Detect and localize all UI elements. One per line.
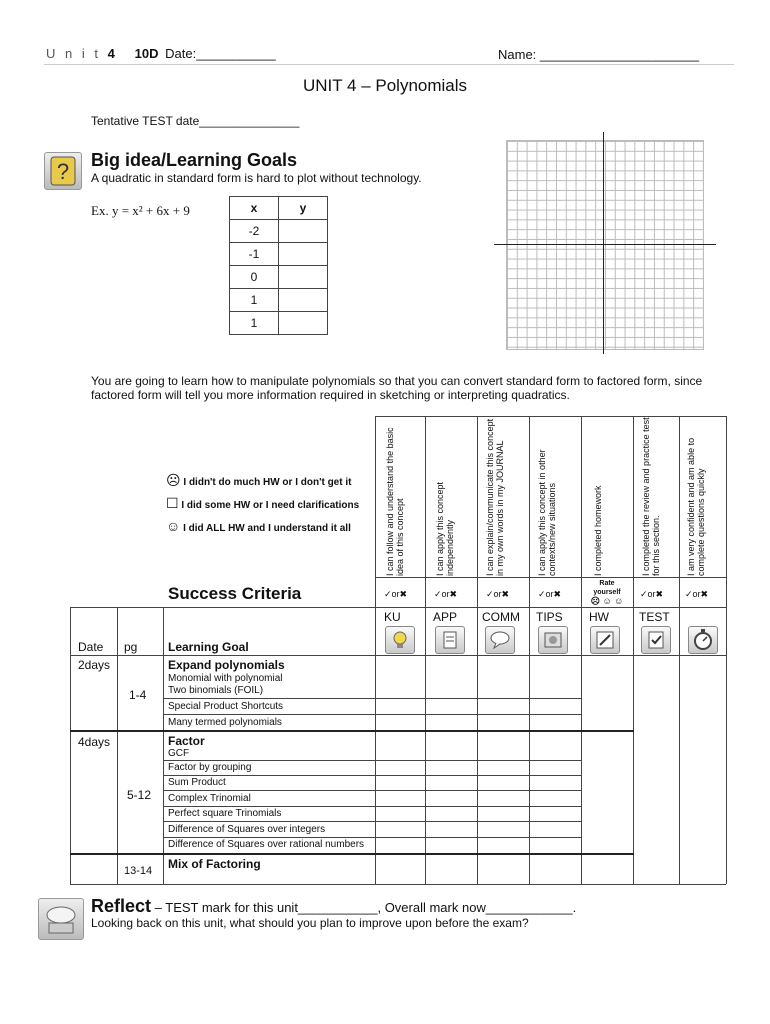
x-axis [494,244,716,245]
neutral-face-icon: ☐ [166,495,179,511]
check-label: ✓or✖ [538,589,562,599]
section-date: 4days [78,735,111,749]
y-cell[interactable] [279,243,328,266]
grid-line [529,416,530,884]
check-label: ✓or✖ [486,589,510,599]
list-item: Sum Product [168,777,226,788]
section-title: Mix of Factoring [168,857,261,871]
check-label: ✓or✖ [640,589,664,599]
unit-prefix: U n i t [46,46,101,61]
legend-text: I did some HW or I need clarifications [181,500,360,511]
big-idea-heading: Big idea/Learning Goals [91,150,298,170]
intro-paragraph: You are going to learn how to manipulate polynomials so that you can convert standard form to factored form, since factored form will tell you more information required in sketching or interpreting quadratics. [91,374,703,402]
reflect-marks[interactable]: – TEST mark for this unit___________, Overall mark now____________. [151,900,577,915]
grid-line [581,416,582,884]
reflect-icon [38,898,84,940]
stopwatch-icon [688,626,718,654]
grid-line [163,607,164,884]
reflect-line [91,896,576,917]
grid-line [117,607,118,884]
grid-line [163,821,581,822]
tips-icon [538,626,568,654]
test-icon [641,626,671,654]
check-label: ✓or✖ [384,589,408,599]
legend-text: I did ALL HW and I understand it all [183,523,351,534]
col-comm: COMM [482,610,520,624]
speech-bubble-icon [485,626,515,654]
lightbulb-icon [385,626,415,654]
header-rule [44,64,734,65]
grid-line [375,416,376,884]
grid-line [163,714,581,715]
rate-yourself [583,579,631,606]
section-pages: 1-4 [129,688,147,702]
list-item: Factor by grouping [168,762,252,773]
big-idea-text: A quadratic in standard form is hard to plot without technology. [91,171,422,185]
grid-line [163,806,581,807]
class-code: 10D [134,46,159,61]
col-tips: TIPS [536,610,563,624]
col-ku: KU [384,610,401,624]
unit-number: 4 [107,46,115,61]
grid-line [375,577,726,578]
list-item: Complex Trinomial [168,793,251,804]
list-item: Difference of Squares over integers [168,824,326,835]
legend [166,470,359,539]
goal-header: Learning Goal [168,640,249,654]
unit-header [46,46,276,61]
grid-line [477,416,478,884]
y-cell[interactable] [279,220,328,243]
list-item: Perfect square Trinomials [168,808,282,819]
y-cell[interactable] [279,266,328,289]
y-axis [603,132,604,354]
list-item: Two binomials (FOIL) [168,685,264,696]
legend-text: I didn't do much HW or I don't get it [183,477,352,488]
grid-line [375,416,726,417]
page-title: UNIT 4 – Polynomials [302,76,468,95]
clipboard-icon [435,626,465,654]
grid-line [163,760,581,761]
rate-faces: ☹ ☺ ☺ [590,596,624,606]
grid-line [163,775,581,776]
list-item: Many termed polynomials [168,717,282,728]
rate-label: Rate yourself [593,580,621,596]
happy-face-icon: ☺ [166,518,181,534]
section-date: 2days [78,658,111,672]
section-title: Factor [168,734,205,748]
col-hw: HW [589,610,609,624]
reflect-question: Looking back on this unit, what should you plan to improve upon before the exam? [91,916,529,930]
reflect-heading: Reflect [91,896,152,916]
criterion-test: I completed the review and practice test for this section. [641,417,661,576]
x-cell: -2 [230,220,279,243]
y-cell[interactable] [279,312,328,335]
criterion-tips: I can apply this concept in other contexts/new situations [537,449,557,576]
section-pages: 13-14 [124,865,153,877]
grid-line [679,416,680,884]
x-cell: -1 [230,243,279,266]
list-item: Difference of Squares over rational numbers [168,839,365,850]
section-title: Expand polynomials [168,658,285,672]
grid-line [70,655,726,656]
xy-table [229,196,328,335]
question-mark-icon [44,152,82,190]
section-pages: 5-12 [127,788,152,802]
grid-line [163,790,581,791]
criterion-comm: I can explain/communicate this concept in my own words in my JOURNAL [485,418,505,576]
y-cell[interactable] [279,289,328,312]
list-item: Special Product Shortcuts [168,701,284,712]
criterion-ku: I can follow and understand the basic idea of this concept [385,427,405,576]
criterion-hw: I completed homework [593,485,603,576]
sad-face-icon: ☹ [166,472,181,488]
grid-line [163,698,581,699]
x-cell: 1 [230,289,279,312]
date-header: Date [78,640,104,654]
criterion-confidence: I am very confident and am able to complete questions quickly [686,437,706,576]
x-header: x [230,197,279,220]
y-header: y [279,197,328,220]
graph-grid [506,140,704,350]
pg-header: pg [124,640,138,654]
section-divider [70,853,634,855]
section-divider [70,730,634,732]
grid-line [726,416,727,884]
grid-line [633,416,634,884]
col-test: TEST [639,610,670,624]
criterion-app: I can apply this concept independently [435,481,455,576]
example-equation: Ex. y = x² + 6x + 9 [91,203,190,218]
col-app: APP [433,610,458,624]
list-item: Monomial with polynomial [168,673,283,684]
name-field[interactable]: Name: ______________________ [498,47,699,62]
list-item: GCF [168,748,190,759]
homework-icon [590,626,620,654]
test-date-field[interactable]: Tentative TEST date_______________ [91,114,300,128]
svg-text:?: ? [56,159,70,184]
x-cell: 1 [230,312,279,335]
table-bottom [70,884,726,885]
x-cell: 0 [230,266,279,289]
check-label: ✓or✖ [685,589,709,599]
date-field[interactable]: Date:___________ [165,46,276,61]
grid-line [163,837,581,838]
grid-line [70,607,71,884]
success-criteria-heading: Success Criteria [168,584,302,603]
check-label: ✓or✖ [434,589,458,599]
grid-line [425,416,426,884]
table-top [70,607,726,608]
